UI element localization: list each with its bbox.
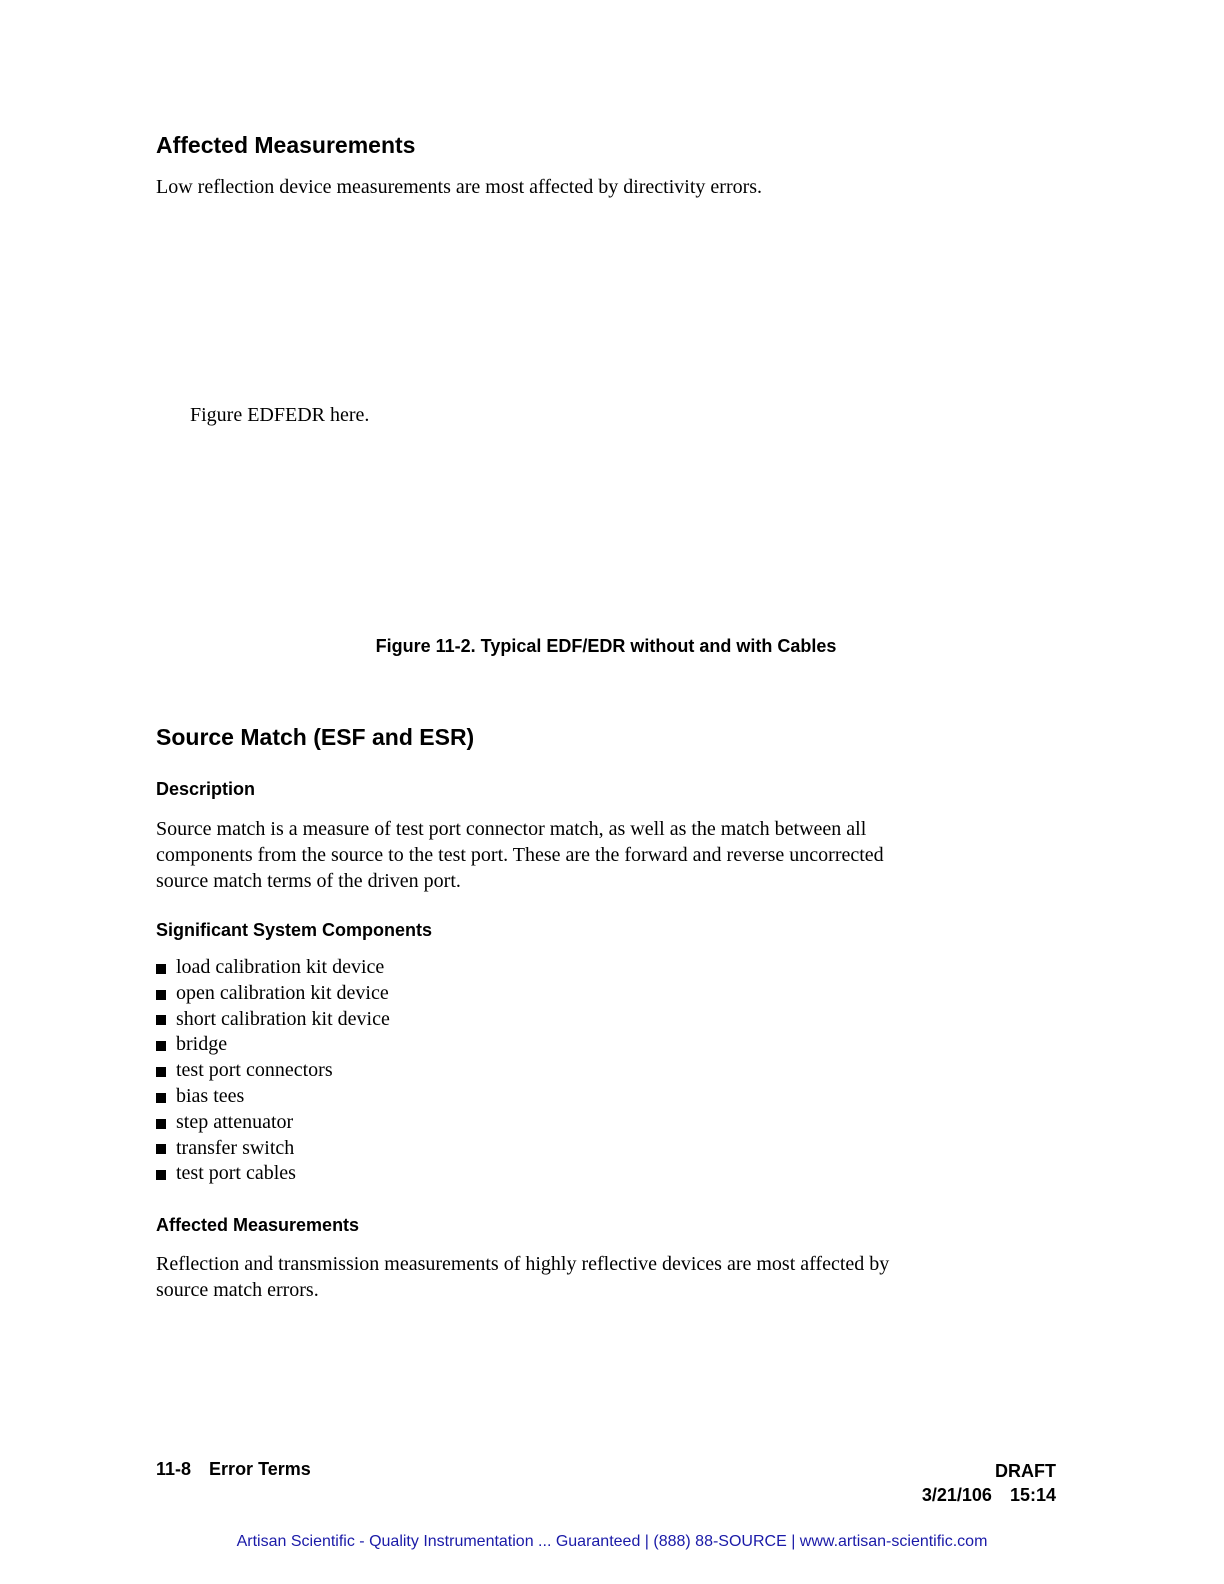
affected-line-2: source match errors.: [156, 1279, 319, 1301]
figure-caption: Figure 11-2. Typical EDF/EDR without and with Cables: [375, 636, 837, 656]
page-number: 11-8: [156, 1459, 192, 1479]
bullet-square-icon: [156, 1144, 166, 1154]
list-item: bias tees: [156, 1084, 390, 1110]
bullet-square-icon: [156, 964, 166, 974]
bullet-square-icon: [156, 1015, 166, 1025]
bullet-square-icon: [156, 1067, 166, 1077]
description-line-1: Source match is a measure of test port connector match, as well as the match between all: [156, 818, 867, 840]
bullet-square-icon: [156, 1170, 166, 1180]
draft-label: DRAFT: [995, 1461, 1056, 1481]
bullet-square-icon: [156, 1093, 166, 1103]
figure-placeholder: Figure EDFEDR here.: [190, 404, 370, 426]
description-line-3: source match terms of the driven port.: [156, 870, 461, 892]
list-item: transfer switch: [156, 1136, 390, 1162]
subheading-affected-measurements: Affected Measurements: [156, 1215, 360, 1235]
page-footer-right: [922, 1459, 1056, 1507]
list-item: step attenuator: [156, 1110, 390, 1136]
footer-section-title: Error Terms: [209, 1459, 311, 1479]
draft-date: 3/21/106: [921, 1485, 992, 1505]
components-list: [156, 955, 390, 1187]
subheading-description: Description: [156, 779, 256, 799]
bullet-square-icon: [156, 1119, 166, 1129]
section-heading-affected-measurements: Affected Measurements: [156, 132, 416, 158]
bullet-square-icon: [156, 1041, 166, 1051]
page-footer-left: [156, 1459, 311, 1480]
list-item: bridge: [156, 1032, 390, 1058]
list-item: open calibration kit device: [156, 981, 390, 1007]
affected-line-1: Reflection and transmission measurements of highly reflective devices are most affected by: [156, 1253, 890, 1275]
description-line-2: components from the source to the test port. These are the forward and reverse uncorrected: [156, 844, 884, 866]
vendor-banner-link[interactable]: Artisan Scientific - Quality Instrumentation ... Guaranteed | (888) 88-SOURCE | www.artisan-scientific.com: [236, 1533, 988, 1550]
vendor-banner[interactable]: [0, 1533, 1224, 1551]
affected-measurements-text: Low reflection device measurements are most affected by directivity errors.: [156, 176, 763, 198]
list-item: short calibration kit device: [156, 1007, 390, 1033]
list-item: load calibration kit device: [156, 955, 390, 981]
section-heading-source-match: Source Match (ESF and ESR): [156, 724, 475, 750]
draft-time: 15:14: [1009, 1485, 1056, 1505]
subheading-significant-components: Significant System Components: [156, 920, 433, 940]
list-item: test port cables: [156, 1161, 390, 1187]
bullet-square-icon: [156, 990, 166, 1000]
list-item: test port connectors: [156, 1058, 390, 1084]
